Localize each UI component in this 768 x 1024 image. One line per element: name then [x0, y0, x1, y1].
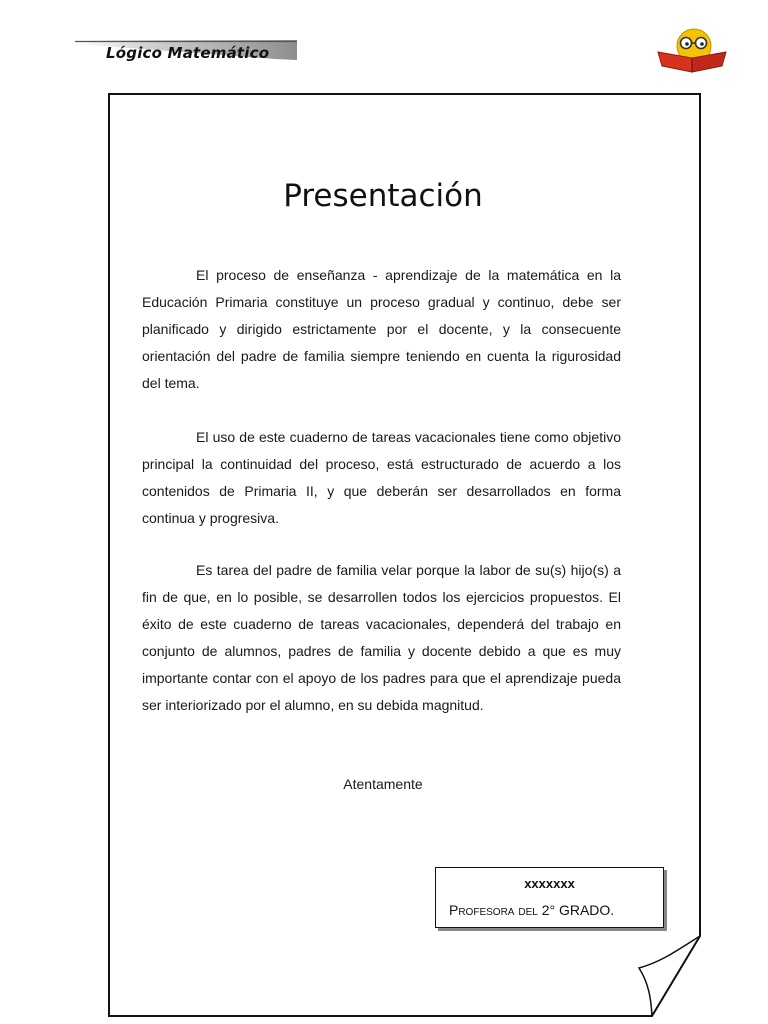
reading-smiley-icon: [654, 26, 730, 76]
paragraph-1: El proceso de enseñanza - aprendizaje de la matemática en la Educación Primaria constituye un proceso gradual y continuo, debe ser planificado y dirigido estrictamente por el docente, y la consecuente orientación del padre de familia siempre teniendo en cuenta la rigurosidad del tema.: [142, 267, 621, 391]
page-title: Presentación: [283, 178, 483, 214]
signature-name: xxxxxxx: [524, 876, 575, 891]
signature-box: [435, 867, 664, 928]
header-title: Lógico Matemático: [106, 44, 270, 62]
paragraph-2: El uso de este cuaderno de tareas vacacionales tiene como objetivo principal la continuidad del proceso, está estructurado de acuerdo a los contenidos de Primaria II, y que deberán ser desarrollados en forma continua y progresiva.: [142, 429, 621, 526]
closing-text: Atentamente: [343, 776, 423, 792]
paragraph-3: Es tarea del padre de familia velar porque la labor de su(s) hijo(s) a fin de que, en lo posible, se desarrollen todos los ejercicios propuestos. El éxito de este cuaderno de tareas vacacionales, dependerá del trabajo en conjunto de alumnos, padres de familia y docente debido a que es muy importante contar con el apoyo de los padres para que el aprendizaje pueda ser interiorizado por el alumno, en su debida magnitud.: [142, 562, 621, 713]
signature-role: Profesora del 2° GRADO.: [449, 902, 615, 918]
